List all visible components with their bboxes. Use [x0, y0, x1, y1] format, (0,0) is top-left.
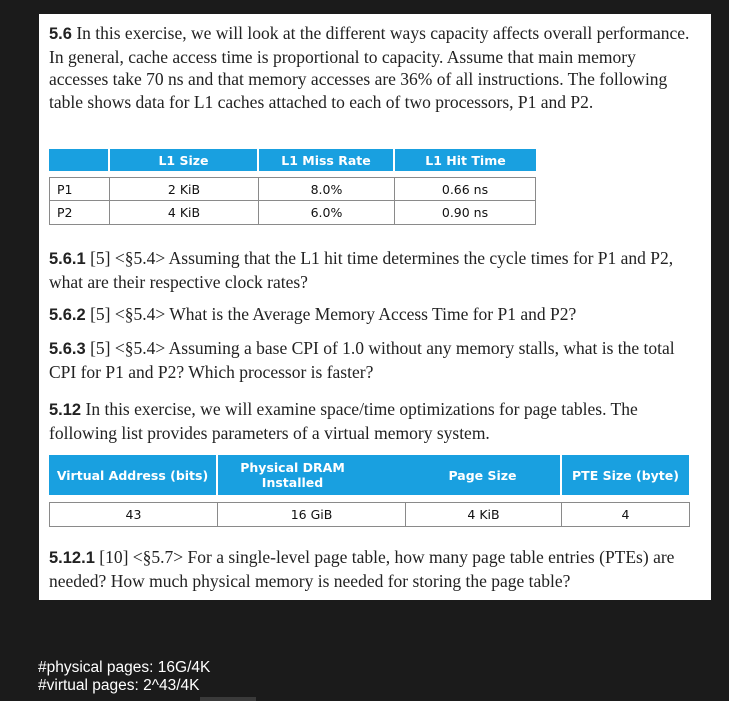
exercise-number: 5.6: [49, 25, 72, 43]
table-cell: 2 KiB: [109, 177, 259, 201]
note-virtual-pages: #virtual pages: 2^43/4K: [38, 677, 200, 694]
table2-header-page-size: Page Size: [405, 455, 560, 495]
textbook-page: [39, 14, 711, 600]
exercise-5-12-intro: [49, 398, 699, 444]
scrollbar-fragment[interactable]: [200, 697, 256, 701]
question-text: [10] <§5.7> For a single-level page table, how many page table entries (PTEs) are needed? How much physical memory is needed for storing the page table?: [49, 547, 675, 591]
table2-header-pte-size: PTE Size (byte): [562, 455, 689, 495]
table1-header-size: L1 Size: [110, 149, 257, 171]
question-5-6-3: [49, 337, 699, 383]
exercise-text: In this exercise, we will examine space/time optimizations for page tables. The following list provides parameters of a virtual memory system.: [49, 399, 638, 443]
table-cell: 4 KiB: [405, 502, 562, 527]
exercise-5-6-intro: [49, 22, 699, 113]
question-number: 5.6.3: [49, 340, 86, 358]
question-5-6-2: [49, 303, 699, 327]
question-number: 5.6.1: [49, 250, 86, 268]
table1-header-empty: [49, 149, 108, 171]
table-cell: 8.0%: [258, 177, 395, 201]
table-cell: 0.90 ns: [394, 200, 536, 225]
table-cell: P2: [49, 200, 110, 225]
exercise-number: 5.12: [49, 401, 82, 419]
table-cell: 4 KiB: [109, 200, 259, 225]
table1-header-miss-rate: L1 Miss Rate: [259, 149, 393, 171]
table2-header-virtual-address: Virtual Address (bits): [49, 455, 216, 495]
table2-header-filler: [367, 455, 405, 495]
table-cell: 4: [561, 502, 690, 527]
table-cell: 0.66 ns: [394, 177, 536, 201]
question-5-12-1: [49, 546, 699, 592]
table-cell: P1: [49, 177, 110, 201]
question-text: [5] <§5.4> Assuming a base CPI of 1.0 without any memory stalls, what is the total CPI for P1 and P2? Which processor is faster?: [49, 338, 675, 382]
table-cell: 43: [49, 502, 218, 527]
table-cell: 16 GiB: [217, 502, 406, 527]
question-number: 5.12.1: [49, 549, 95, 567]
exercise-text: In this exercise, we will look at the different ways capacity affects overall performance. In general, cache access time is proportional to capacity. Assume that main memory accesses take 70 ns and that memory accesses are 36% of all instructions. The following table shows data for L1 caches attached to each of two processors, P1 and P2.: [49, 23, 690, 112]
question-5-6-1: [49, 247, 699, 293]
table-cell: 6.0%: [258, 200, 395, 225]
question-text: [5] <§5.4> Assuming that the L1 hit time determines the cycle times for P1 and P2, what are their respective clock rates?: [49, 248, 674, 292]
table2-header-physical-dram: Physical DRAM Installed: [218, 455, 367, 495]
question-text: [5] <§5.4> What is the Average Memory Access Time for P1 and P2?: [85, 304, 577, 324]
question-number: 5.6.2: [49, 306, 86, 324]
note-physical-pages: #physical pages: 16G/4K: [38, 659, 211, 676]
table1-header-hit-time: L1 Hit Time: [395, 149, 536, 171]
